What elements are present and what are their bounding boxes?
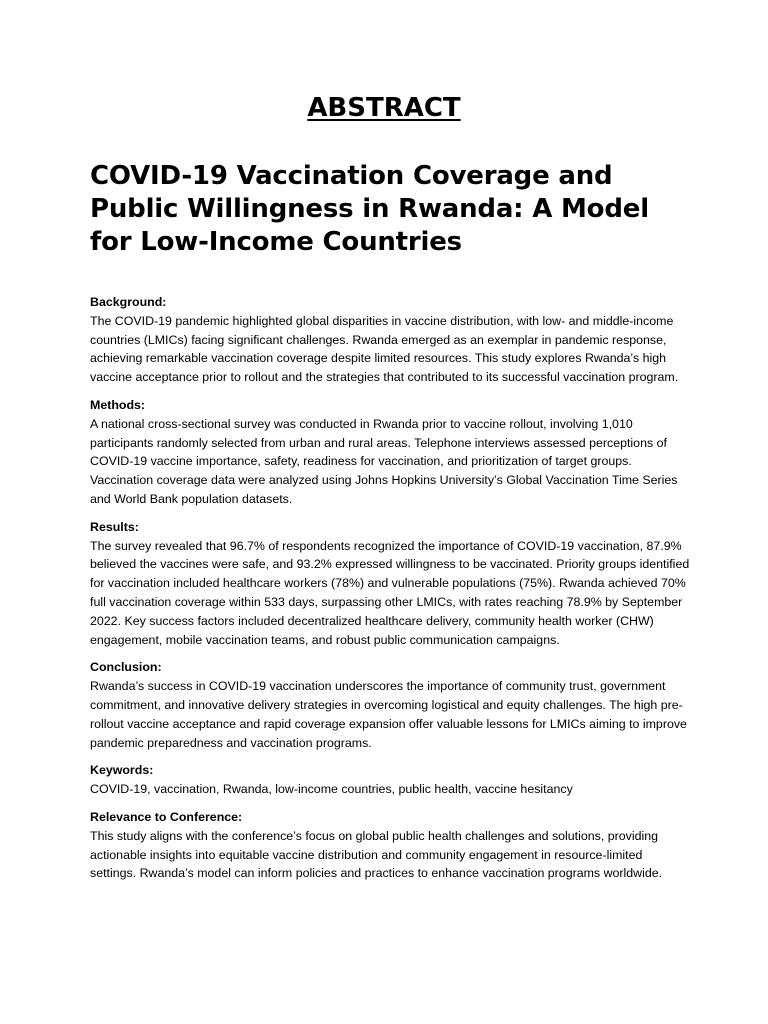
section-text: A national cross-sectional survey was conducted in Rwanda prior to vaccine rollout, involving 1,010 participants randomly selected from urban and rural areas. Telephone interviews assessed perceptions of COVID-19 vaccine importance, safety, readiness for vaccination, and prioritization of target groups. Vaccination coverage data were analyzed using Johns Hopkins University’s Global Vaccination Time Series and World Bank population datasets. (90, 416, 678, 506)
section-label: Results: (90, 519, 139, 534)
section-text: Rwanda’s success in COVID-19 vaccination underscores the importance of community trust, government commitment, and innovative delivery strategies in overcoming logistical and equity challenges. The high pre-rollout vaccine acceptance and rapid coverage expansion offer valuable lessons for LMICs aiming to improve pandemic preparedness and vaccination programs. (90, 679, 687, 750)
paper-title: COVID-19 Vaccination Coverage and Public Willingness in Rwanda: A Model for Low-Income Countries (90, 161, 649, 257)
section-label: Relevance to Conference: (90, 809, 243, 824)
section-text: The COVID-19 pandemic highlighted global disparities in vaccine distribution, with low- and middle-income countries (LMICs) facing significant challenges. Rwanda emerged as an exemplar in pandemic response, achieving remarkable vaccination coverage despite limited resources. This study explores Rwanda’s high vaccine acceptance prior to rollout and the strategies that contributed to its successful vaccination program. (90, 313, 679, 385)
abstract-body (90, 293, 690, 892)
section-label: Methods: (90, 397, 146, 412)
section-results (90, 518, 690, 650)
section-label: Background: (90, 295, 167, 309)
section-conclusion (90, 658, 690, 752)
abstract-heading: ABSTRACT (307, 93, 461, 123)
section-text: COVID-19, vaccination, Rwanda, low-income countries, public health, vaccine hesitancy (90, 782, 573, 797)
section-relevance (90, 808, 690, 883)
section-text: This study aligns with the conference’s focus on global public health challenges and solutions, providing actionable insights into equitable vaccine distribution and community engagement in resource-limited settings. Rwanda’s model can inform policies and practices to enhance vaccination programs worldwide. (90, 828, 663, 881)
section-label: Conclusion: (90, 660, 162, 675)
section-keywords (90, 761, 690, 799)
section-background (90, 293, 690, 387)
section-text: The survey revealed that 96.7% of respondents recognized the importance of COVID-19 vaccination, 87.9% believed the vaccines were safe, and 93.2% expressed willingness to be vaccinated. Priority groups identified for vaccination included healthcare workers (78%) and vulnerable populations (75%). Rwanda achieved 70% full vaccination coverage within 533 days, surpassing other LMICs, with rates reaching 78.9% by September 2022. Key success factors included decentralized healthcare delivery, community health worker (CHW) engagement, mobile vaccination teams, and robust public communication campaigns. (90, 538, 690, 647)
section-methods (90, 396, 690, 509)
section-label: Keywords: (90, 763, 154, 778)
